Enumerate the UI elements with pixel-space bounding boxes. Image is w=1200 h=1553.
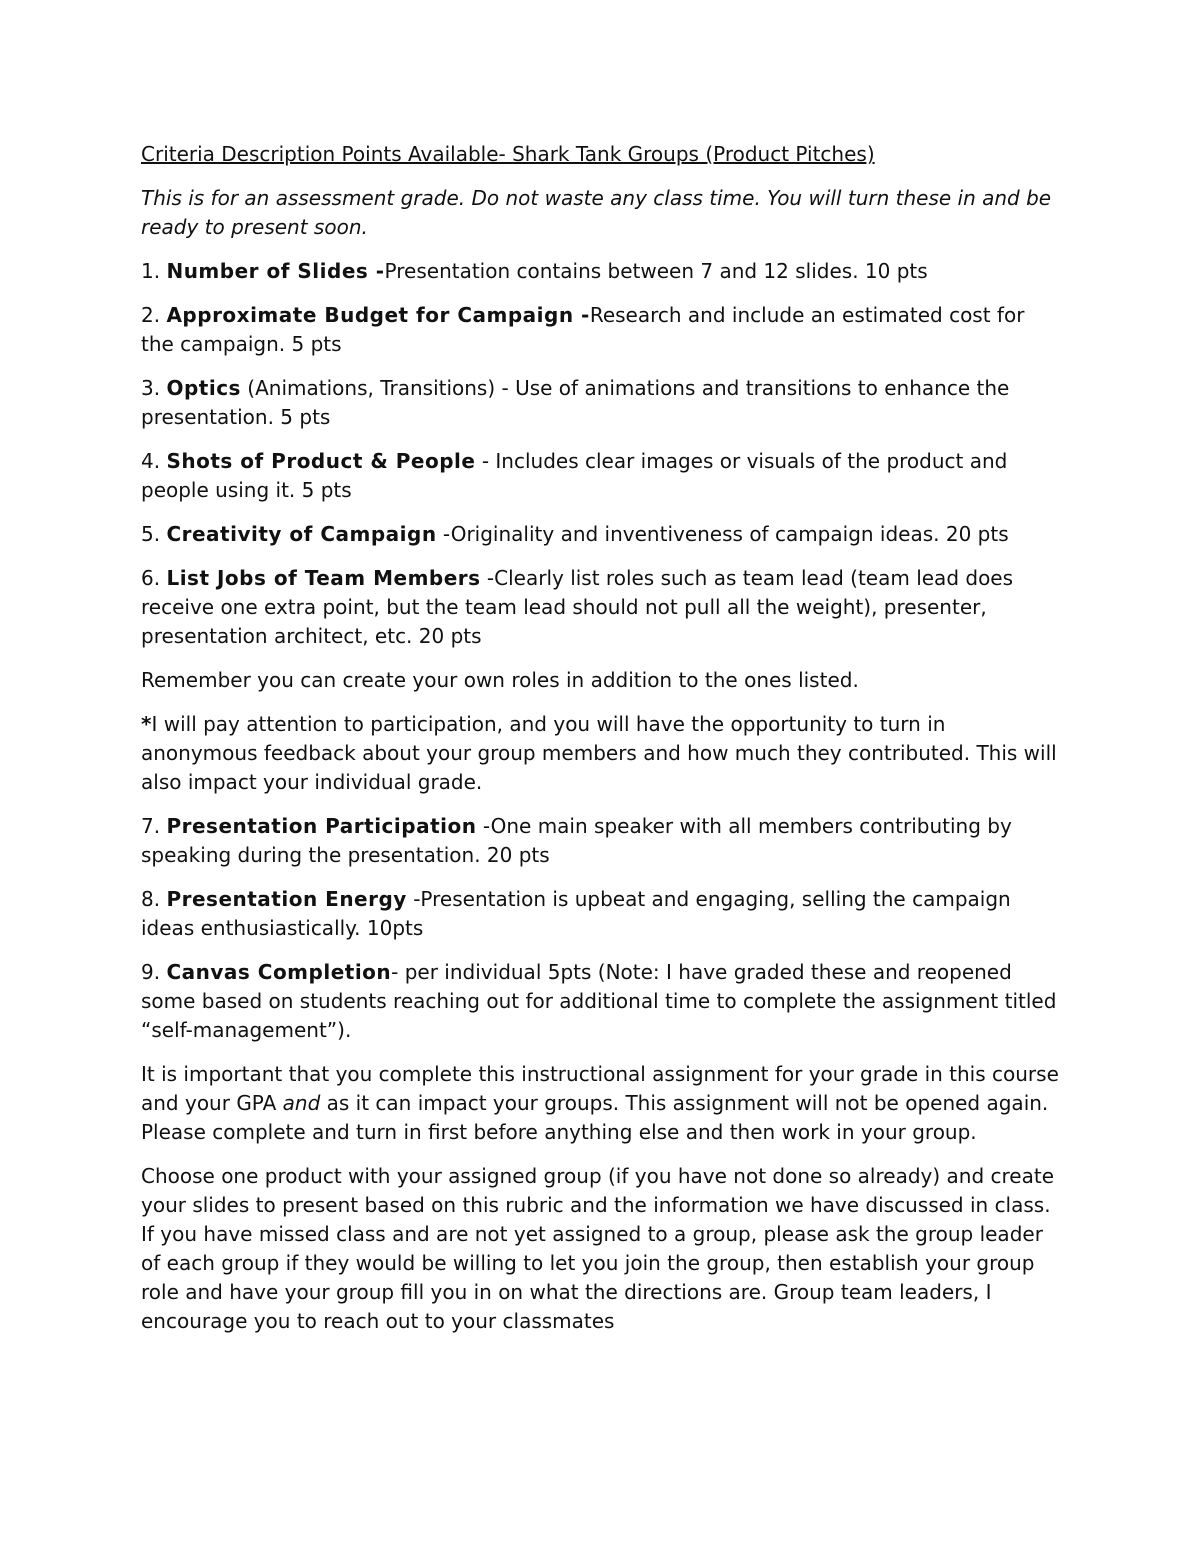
- criterion-number: 2.: [141, 303, 167, 327]
- participation-text: I will pay attention to participation, and you will have the opportunity to turn in anonymous feedback about your group members and how much they contributed. This will also impact your individual grade.: [141, 712, 1057, 794]
- participation-note: [141, 710, 1061, 797]
- criterion-name: Presentation Participation: [166, 814, 477, 838]
- criterion-number: 4.: [141, 449, 167, 473]
- criterion-number: 9.: [141, 960, 167, 984]
- criterion-description: -Presentation is upbeat and engaging, selling the campaign ideas enthusiastically. 10pts: [141, 887, 1011, 940]
- criterion-number: 7.: [141, 814, 167, 838]
- important-text-part1: It is important that you complete this instructional assignment for your grade in this course and your GPA: [141, 1062, 1059, 1115]
- criterion-description: Research and include an estimated cost for the campaign. 5 pts: [141, 303, 1025, 356]
- criterion-number: 3.: [141, 376, 167, 400]
- criterion-name: Optics: [166, 376, 241, 400]
- asterisk-marker: *: [141, 712, 152, 736]
- criterion-number: 5.: [141, 522, 167, 546]
- criterion-description: -Clearly list roles such as team lead (team lead does receive one extra point, but the team lead should not pull all the weight), presenter, presentation architect, etc. 20 pts: [141, 566, 1014, 648]
- criterion-description: Presentation contains between 7 and 12 slides. 10 pts: [384, 259, 928, 283]
- criterion-item: [141, 520, 1061, 549]
- criterion-name: Shots of Product & People: [166, 449, 476, 473]
- criterion-item: [141, 885, 1061, 943]
- criterion-description: -One main speaker with all members contributing by speaking during the presentation. 20 pts: [141, 814, 1012, 867]
- criterion-description: - per individual 5pts (Note: I have graded these and reopened some based on students reaching out for additional time to complete the assignment titled “self-management”).: [141, 960, 1057, 1042]
- criterion-item: [141, 812, 1061, 870]
- criterion-number: 6.: [141, 566, 167, 590]
- important-text-part2: as it can impact your groups. This assignment will not be opened again. Please complete and turn in first before anything else and then work in your group.: [141, 1091, 1049, 1144]
- document-page: [141, 140, 1061, 1351]
- important-emphasis: and: [282, 1091, 321, 1115]
- criterion-item: [141, 301, 1061, 359]
- criterion-number: 8.: [141, 887, 167, 911]
- criterion-number: 1.: [141, 259, 167, 283]
- criterion-name: Number of Slides -: [166, 259, 385, 283]
- document-title: Criteria Description Points Available- Shark Tank Groups (Product Pitches): [141, 142, 875, 166]
- criterion-item: [141, 564, 1061, 651]
- criterion-name: Creativity of Campaign: [166, 522, 437, 546]
- criterion-name: Presentation Energy: [166, 887, 407, 911]
- choose-note: Choose one product with your assigned group (if you have not done so already) and create your slides to present based on this rubric and the information we have discussed in class. If you have missed class and are not yet assigned to a group, please ask the group leader of each group if they would be willing to let you join the group, then establish your group role and have your group fill you in on what the directions are. Group team leaders, I encourage you to reach out to your classmates: [141, 1164, 1054, 1333]
- criterion-item: [141, 257, 1061, 286]
- criterion-description: (Animations, Transitions) - Use of animations and transitions to enhance the presentation. 5 pts: [141, 376, 1010, 429]
- criterion-description: -Originality and inventiveness of campaign ideas. 20 pts: [436, 522, 1009, 546]
- remember-note: Remember you can create your own roles in addition to the ones listed.: [141, 668, 859, 692]
- criterion-description: - Includes clear images or visuals of the product and people using it. 5 pts: [141, 449, 1008, 502]
- criterion-item: [141, 958, 1061, 1045]
- intro-text: This is for an assessment grade. Do not waste any class time. You will turn these in and be ready to present soon.: [141, 186, 1052, 239]
- important-note: [141, 1060, 1061, 1147]
- criterion-name: Approximate Budget for Campaign -: [166, 303, 590, 327]
- criterion-item: [141, 374, 1061, 432]
- criterion-name: Canvas Completion: [166, 960, 392, 984]
- criterion-name: List Jobs of Team Members: [166, 566, 481, 590]
- criterion-item: [141, 447, 1061, 505]
